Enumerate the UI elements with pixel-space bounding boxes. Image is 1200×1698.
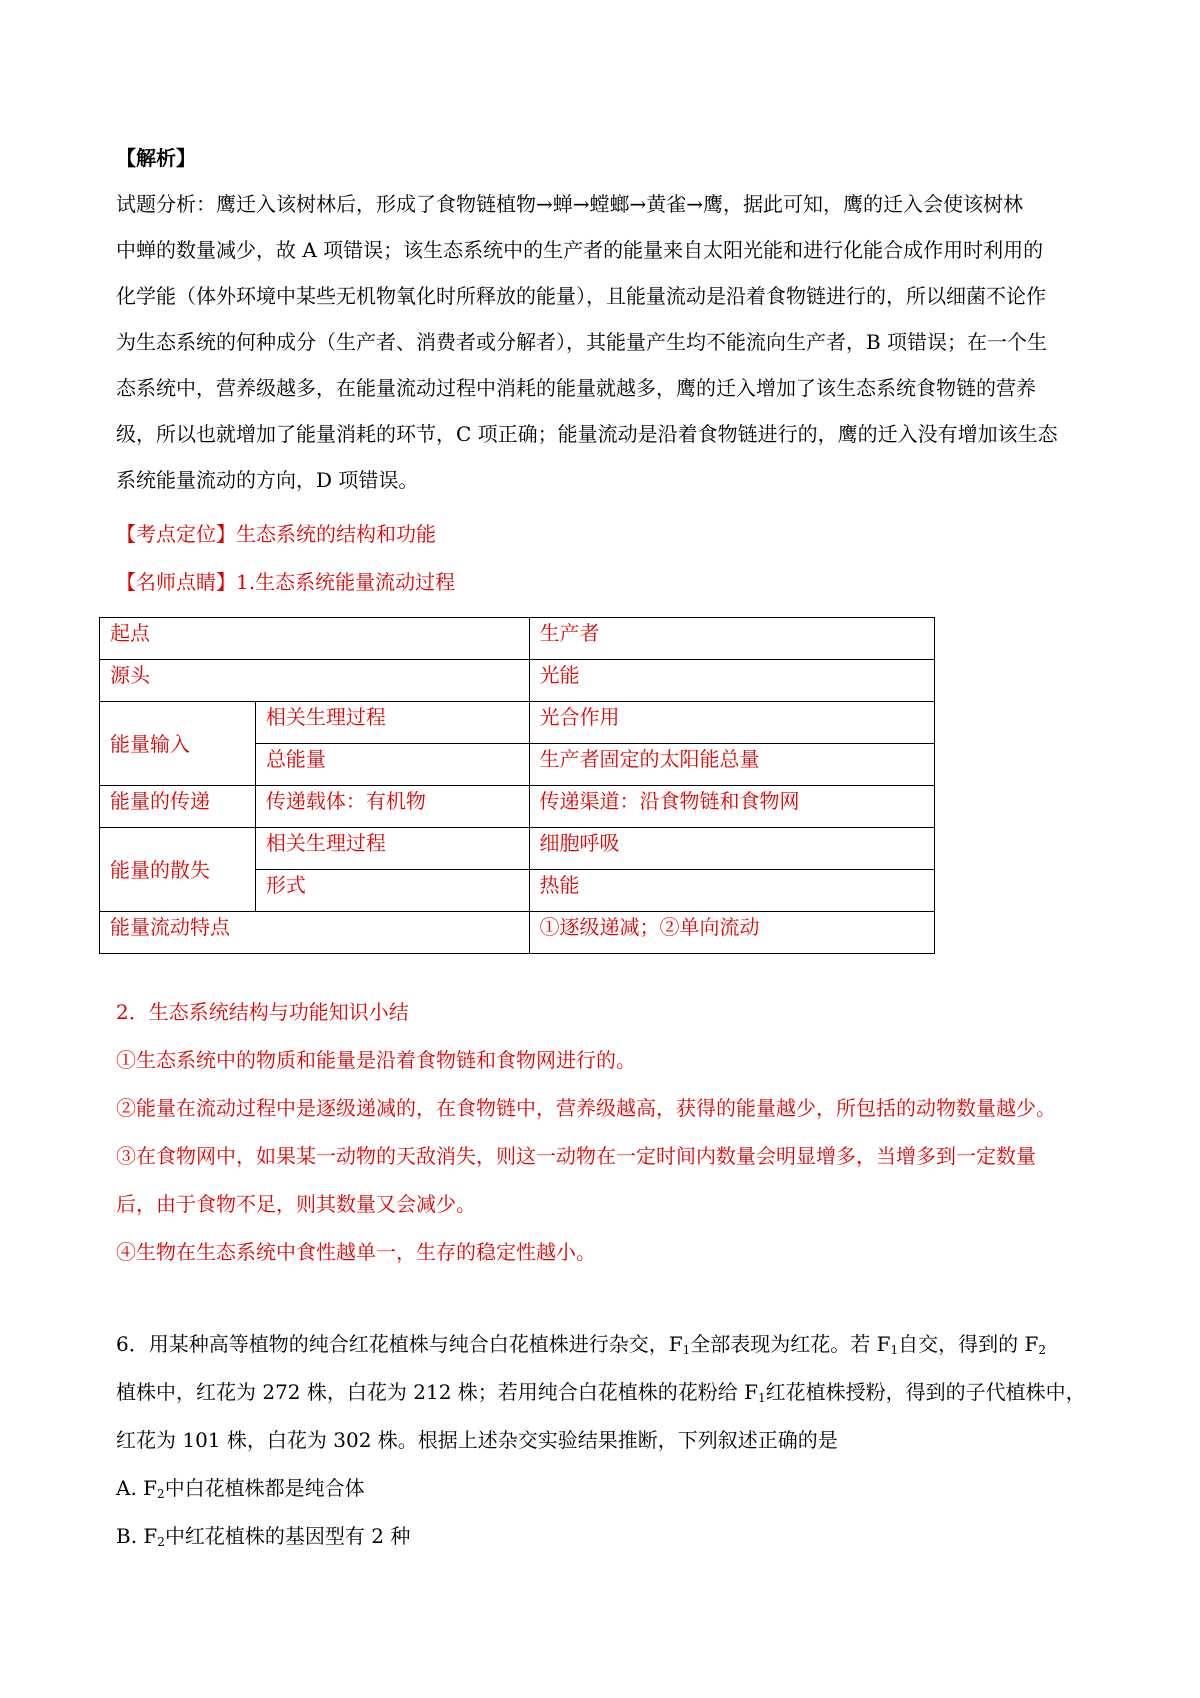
option-a-text: 中白花植株都是纯合体 bbox=[164, 1476, 365, 1500]
table-row bbox=[100, 828, 935, 870]
q6-text: 6．用某种高等植物的纯合红花植株与纯合白花植株进行杂交，F bbox=[116, 1332, 683, 1356]
table-cell: 源头 bbox=[100, 660, 530, 702]
q6-subscript: 1 bbox=[758, 1391, 766, 1405]
analysis-line-7: 系统能量流动的方向，D 项错误。 bbox=[116, 468, 419, 492]
table-row bbox=[100, 912, 935, 954]
table-cell: 能量输入 bbox=[100, 702, 256, 786]
analysis-heading: 【解析】 bbox=[116, 146, 196, 170]
q6-subscript: 2 bbox=[157, 1535, 165, 1549]
analysis-line-4: 为生态系统的何种成分（生产者、消费者或分解者），其能量产生均不能流向生产者，B 项错误；在一个生 bbox=[116, 330, 1048, 354]
option-b bbox=[116, 1522, 410, 1556]
question-6-line-2 bbox=[116, 1378, 1086, 1412]
q6-text: 红花植株授粉，得到的子代植株中， bbox=[765, 1380, 1086, 1404]
table-cell: 传递载体：有机物 bbox=[255, 786, 529, 828]
q6-text: 植株中，红花为 272 株，白花为 212 株；若用纯合白花植株的花粉给 F bbox=[116, 1380, 759, 1404]
table-cell: 能量的传递 bbox=[100, 786, 256, 828]
table-cell: 光能 bbox=[529, 660, 935, 702]
summary-item-1: ①生态系统中的物质和能量是沿着食物链和食物网进行的。 bbox=[116, 1048, 636, 1072]
option-a bbox=[116, 1474, 365, 1508]
table-cell: 生产者固定的太阳能总量 bbox=[529, 744, 935, 786]
table-cell: 相关生理过程 bbox=[255, 828, 529, 870]
table-cell: ①逐级递减；②单向流动 bbox=[529, 912, 935, 954]
table-cell: 起点 bbox=[100, 618, 530, 660]
mingshi-dianjing: 【名师点睛】1.生态系统能量流动过程 bbox=[116, 570, 456, 594]
table-cell: 能量的散失 bbox=[100, 828, 256, 912]
analysis-line-1: 试题分析：鹰迁入该树林后，形成了食物链植物→蝉→螳螂→黄雀→鹰，据此可知，鹰的迁入会使该树林 bbox=[116, 192, 1024, 216]
option-a-label: A. F bbox=[116, 1476, 158, 1500]
table-cell: 光合作用 bbox=[529, 702, 935, 744]
q6-subscript: 1 bbox=[890, 1343, 899, 1357]
q6-subscript: 2 bbox=[1038, 1343, 1046, 1357]
table-cell: 形式 bbox=[255, 870, 529, 912]
table-row bbox=[100, 660, 935, 702]
kaodian-dingwei: 【考点定位】生态系统的结构和功能 bbox=[116, 522, 436, 546]
table-row bbox=[100, 702, 935, 744]
analysis-line-3: 化学能（体外环境中某些无机物氧化时所释放的能量），且能量流动是沿着食物链进行的，所以细菌不论作 bbox=[116, 284, 1046, 308]
table-cell: 总能量 bbox=[255, 744, 529, 786]
q6-text: 全部表现为红花。若 F bbox=[690, 1332, 891, 1356]
table-row bbox=[100, 618, 935, 660]
table-cell: 相关生理过程 bbox=[255, 702, 529, 744]
analysis-line-2: 中蝉的数量减少，故 A 项错误；该生态系统中的生产者的能量来自太阳光能和进行化能合成作用时利用的 bbox=[116, 238, 1044, 262]
option-b-text: 中红花植株的基因型有 2 种 bbox=[164, 1524, 411, 1548]
energy-flow-table bbox=[99, 617, 935, 954]
table-cell: 热能 bbox=[529, 870, 935, 912]
summary-item-2: ②能量在流动过程中是逐级递减的，在食物链中，营养级越高，获得的能量越少，所包括的动物数量越少。 bbox=[116, 1096, 1056, 1120]
q6-subscript: 1 bbox=[682, 1343, 691, 1357]
table-cell: 传递渠道：沿食物链和食物网 bbox=[529, 786, 935, 828]
summary-item-3-cont: 后，由于食物不足，则其数量又会减少。 bbox=[116, 1192, 476, 1216]
table-cell: 能量流动特点 bbox=[100, 912, 530, 954]
summary-item-3: ③在食物网中，如果某一动物的天敌消失，则这一动物在一定时间内数量会明显增多，当增多到一定数量 bbox=[116, 1144, 1036, 1168]
q6-text: 自交，得到的 F bbox=[898, 1332, 1039, 1356]
question-6-line-1 bbox=[116, 1330, 1046, 1364]
q6-subscript: 2 bbox=[157, 1487, 165, 1501]
table-row bbox=[100, 786, 935, 828]
option-b-label: B. F bbox=[116, 1524, 158, 1548]
analysis-line-5: 态系统中，营养级越多，在能量流动过程中消耗的能量就越多，鹰的迁入增加了该生态系统食物链的营养 bbox=[116, 376, 1036, 400]
analysis-line-6: 级，所以也就增加了能量消耗的环节，C 项正确；能量流动是沿着食物链进行的，鹰的迁入没有增加该生态 bbox=[116, 422, 1058, 446]
summary-item-4: ④生物在生态系统中食性越单一，生存的稳定性越小。 bbox=[116, 1240, 596, 1264]
table-cell: 细胞呼吸 bbox=[529, 828, 935, 870]
table-cell: 生产者 bbox=[529, 618, 935, 660]
summary-title: 2．生态系统结构与功能知识小结 bbox=[116, 1000, 409, 1024]
question-6-line-3: 红花为 101 株，白花为 302 株。根据上述杂交实验结果推断，下列叙述正确的是 bbox=[116, 1428, 838, 1452]
